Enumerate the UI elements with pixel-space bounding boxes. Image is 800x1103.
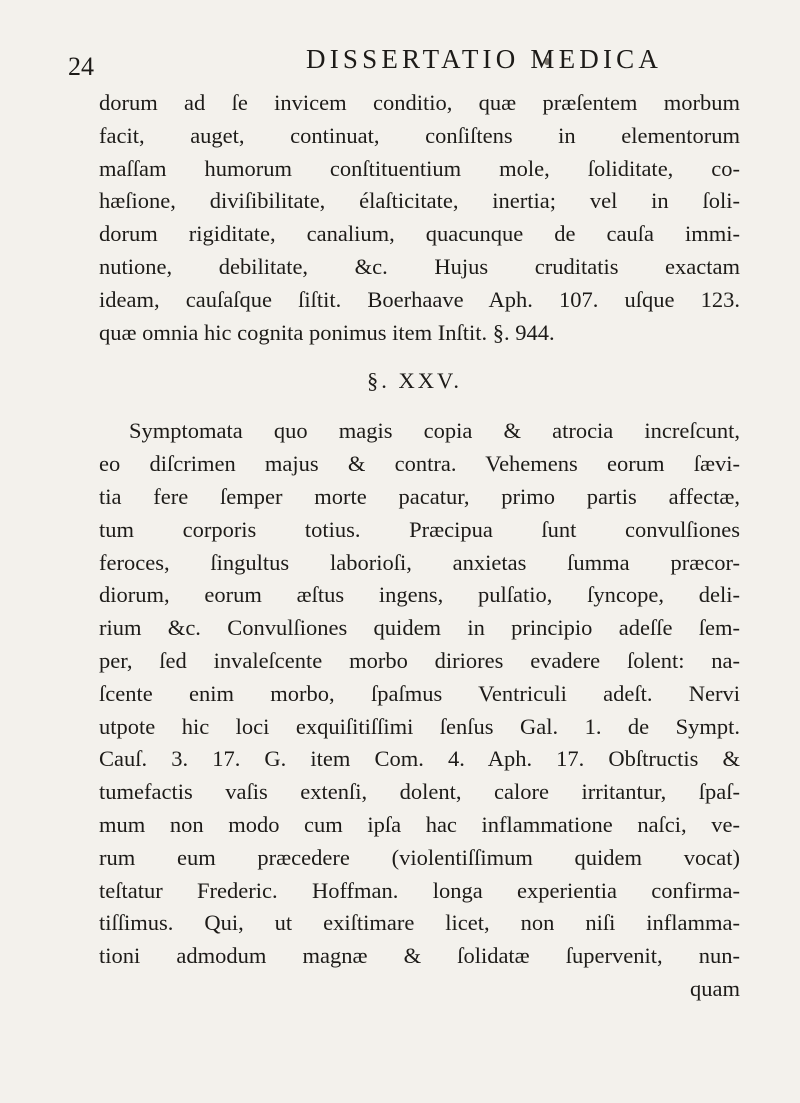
text-line: per, ſed invaleſcente morbo diriores evadere ſolent: na-: [99, 647, 740, 673]
text-line: Cauſ. 3. 17. G. item Com. 4. Aph. 17. Obſtructis &: [99, 746, 740, 772]
text-line: diorum, eorum æſtus ingens, pulſatio, ſyncope, deli-: [99, 582, 740, 608]
text-line: tia fere ſemper morte pacatur, primo partis affectæ,: [99, 483, 740, 509]
section-heading: §. XXV.: [367, 368, 462, 394]
page-header: [0, 44, 800, 84]
text-line: mum non modo cum ipſa hac inflammatione naſci, ve-: [99, 811, 740, 837]
text-line: maſſam humorum conſtituentium mole, ſoliditate, co-: [99, 155, 740, 181]
text-line: quæ omnia hic cognita ponimus item Inſtit. §. 944.: [99, 319, 555, 345]
text-line: tioni admodum magnæ & ſolidatæ ſupervenit, nun-: [99, 943, 740, 969]
body-text: [99, 87, 740, 1006]
text-line: eo diſcrimen majus & contra. Vehemens eorum ſævi-: [99, 451, 740, 477]
text-line: dorum rigiditate, canalium, quacunque de cauſa immi-: [99, 221, 740, 247]
text-line: dorum ad ſe invicem conditio, quæ præſentem morbum: [99, 90, 740, 115]
text-line: hæſione, diviſibilitate, élaſticitate, inertia; vel in ſoli-: [99, 188, 740, 214]
text-line: facit, auget, continuat, conſiſtens in elementorum: [99, 122, 740, 148]
text-line: rum eum præcedere (violentiſſimum quidem vocat): [99, 844, 740, 870]
text-line: rium &c. Convulſiones quidem in principio adeſſe ſem-: [99, 615, 740, 641]
paragraph-2: [99, 415, 740, 1005]
text-line: tumefactis vaſis extenſi, dolent, calore irritantur, ſpaſ-: [99, 779, 740, 805]
text-line: ideam, cauſaſque ſiſtit. Boerhaave Aph. 107. uſque 123.: [99, 286, 740, 312]
text-line: tum corporis totius. Præcipua ſunt convulſiones: [99, 516, 740, 542]
catchword: quam: [690, 975, 740, 1001]
text-line: Symptomata quo magis copia & atrocia increſcunt,: [129, 418, 740, 444]
text-line: nutione, debilitate, &c. Hujus cruditatis exactam: [99, 253, 740, 279]
page-number: 24: [68, 52, 94, 81]
text-line: teſtatur Frederic. Hoffman. longa experientia confirma-: [99, 877, 740, 903]
text-line: feroces, ſingultus laborioſi, anxietas ſumma præcor-: [99, 549, 740, 575]
text-line: ſcente enim morbo, ſpaſmus Ventriculi adeſt. Nervi: [99, 680, 740, 706]
running-title: DISSERTATIO MEDICA: [306, 44, 663, 74]
paragraph-1: [99, 87, 740, 349]
text-line: utpote hic loci exquiſitiſſimi ſenſus Gal. 1. de Sympt.: [99, 713, 740, 739]
text-line: tiſſimus. Qui, ut exiſtimare licet, non niſi inflamma-: [99, 910, 740, 936]
